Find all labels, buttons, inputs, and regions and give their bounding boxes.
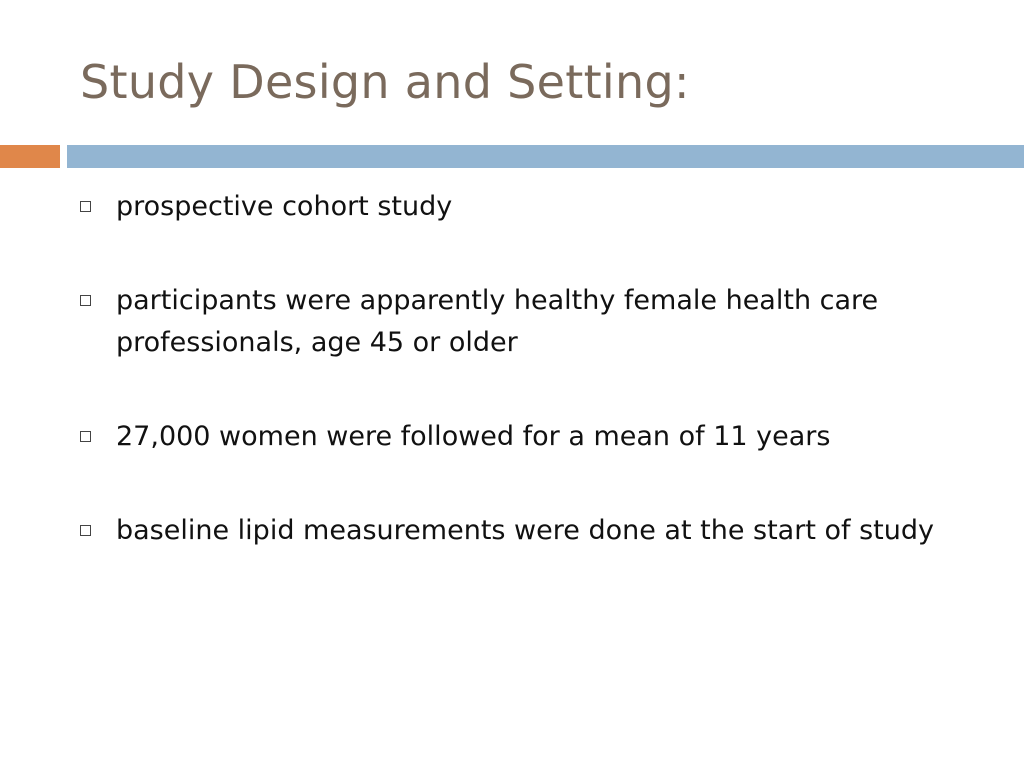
accent-bar	[0, 145, 60, 168]
bullet-item	[80, 416, 980, 458]
bullet-item	[80, 510, 980, 552]
slide-title: Study Design and Setting:	[80, 55, 690, 109]
title-underline-bar	[67, 145, 1024, 168]
hollow-square-icon	[80, 295, 91, 306]
hollow-square-icon	[80, 525, 91, 536]
bullet-item	[80, 280, 980, 364]
bullet-text: prospective cohort study	[116, 191, 453, 222]
bullet-text: 27,000 women were followed for a mean of 11 years	[116, 421, 831, 452]
hollow-square-icon	[80, 431, 91, 442]
hollow-square-icon	[80, 201, 91, 212]
bullet-text: baseline lipid measurements were done at the start of study	[116, 515, 934, 546]
bullet-text: participants were apparently healthy female health care professionals, age 45 or older	[116, 285, 879, 358]
bullet-list	[80, 186, 980, 604]
bullet-item	[80, 186, 980, 228]
